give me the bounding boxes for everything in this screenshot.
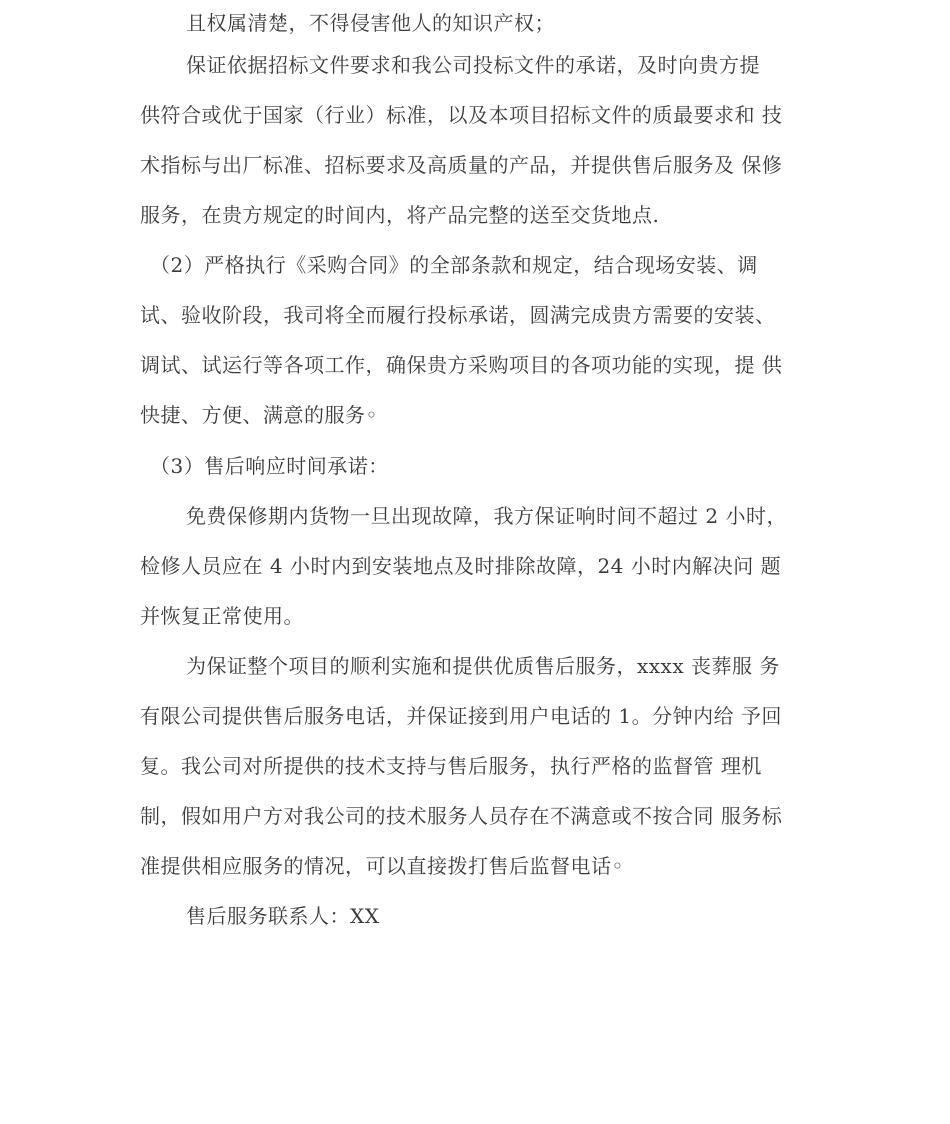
- paragraph-line: 并恢复正常使用。: [140, 604, 304, 628]
- paragraph-line: 术指标与出厂标准、招标要求及高质量的产品，并提供售后服务及 保修: [140, 153, 783, 177]
- paragraph-line: 为保证整个项目的顺利实施和提供优质售后服务，xxxx 丧葬服 务: [186, 654, 780, 678]
- paragraph-line: 保证依据招标文件要求和我公司投标文件的承诺，及时向贵方提: [186, 53, 760, 77]
- paragraph-line: 检修人员应在 4 小时内到安装地点及时排除故障，24 小时内解决问 题: [140, 554, 782, 578]
- paragraph-line: 准提供相应服务的情况，可以直接拨打售后监督电话◦: [140, 854, 624, 878]
- paragraph-line: 有限公司提供售后服务电话，并保证接到用户电话的 1。分钟内给 予回: [140, 704, 782, 728]
- paragraph-line: 且权属清楚，不得侵害他人的知识产权；: [186, 11, 555, 35]
- paragraph-line: （3）售后响应时间承诺：: [150, 454, 389, 478]
- paragraph-line: （2）严格执行《采购合同》的全部条款和规定，结合现场安装、调: [150, 253, 758, 277]
- contact-line: 售后服务联系人：XX: [186, 904, 380, 928]
- paragraph-line: 调试、试运行等各项工作，确保贵方采购项目的各项功能的实现，提 供: [140, 353, 783, 377]
- paragraph-line: 复。我公司对所提供的技术支持与售后服务，执行严格的监督管 理机: [140, 754, 762, 778]
- paragraph-line: 制，假如用户方对我公司的技术服务人员存在不满意或不按合同 服务标: [140, 804, 783, 828]
- paragraph-line: 试、验收阶段，我司将全而履行投标承诺，圆满完成贵方需要的安装、: [140, 303, 776, 327]
- paragraph-line: 供符合或优于国家（行业）标准，以及本项目招标文件的质最要求和 技: [140, 103, 783, 127]
- paragraph-line: 服务，在贵方规定的时间内，将产品完整的送至交货地点.: [140, 203, 660, 227]
- paragraph-line: 快捷、方便、满意的服务◦: [140, 403, 378, 427]
- paragraph-line: 免费保修期内货物一旦出现故障，我方保证响时间不超过 2 小时，: [186, 504, 787, 528]
